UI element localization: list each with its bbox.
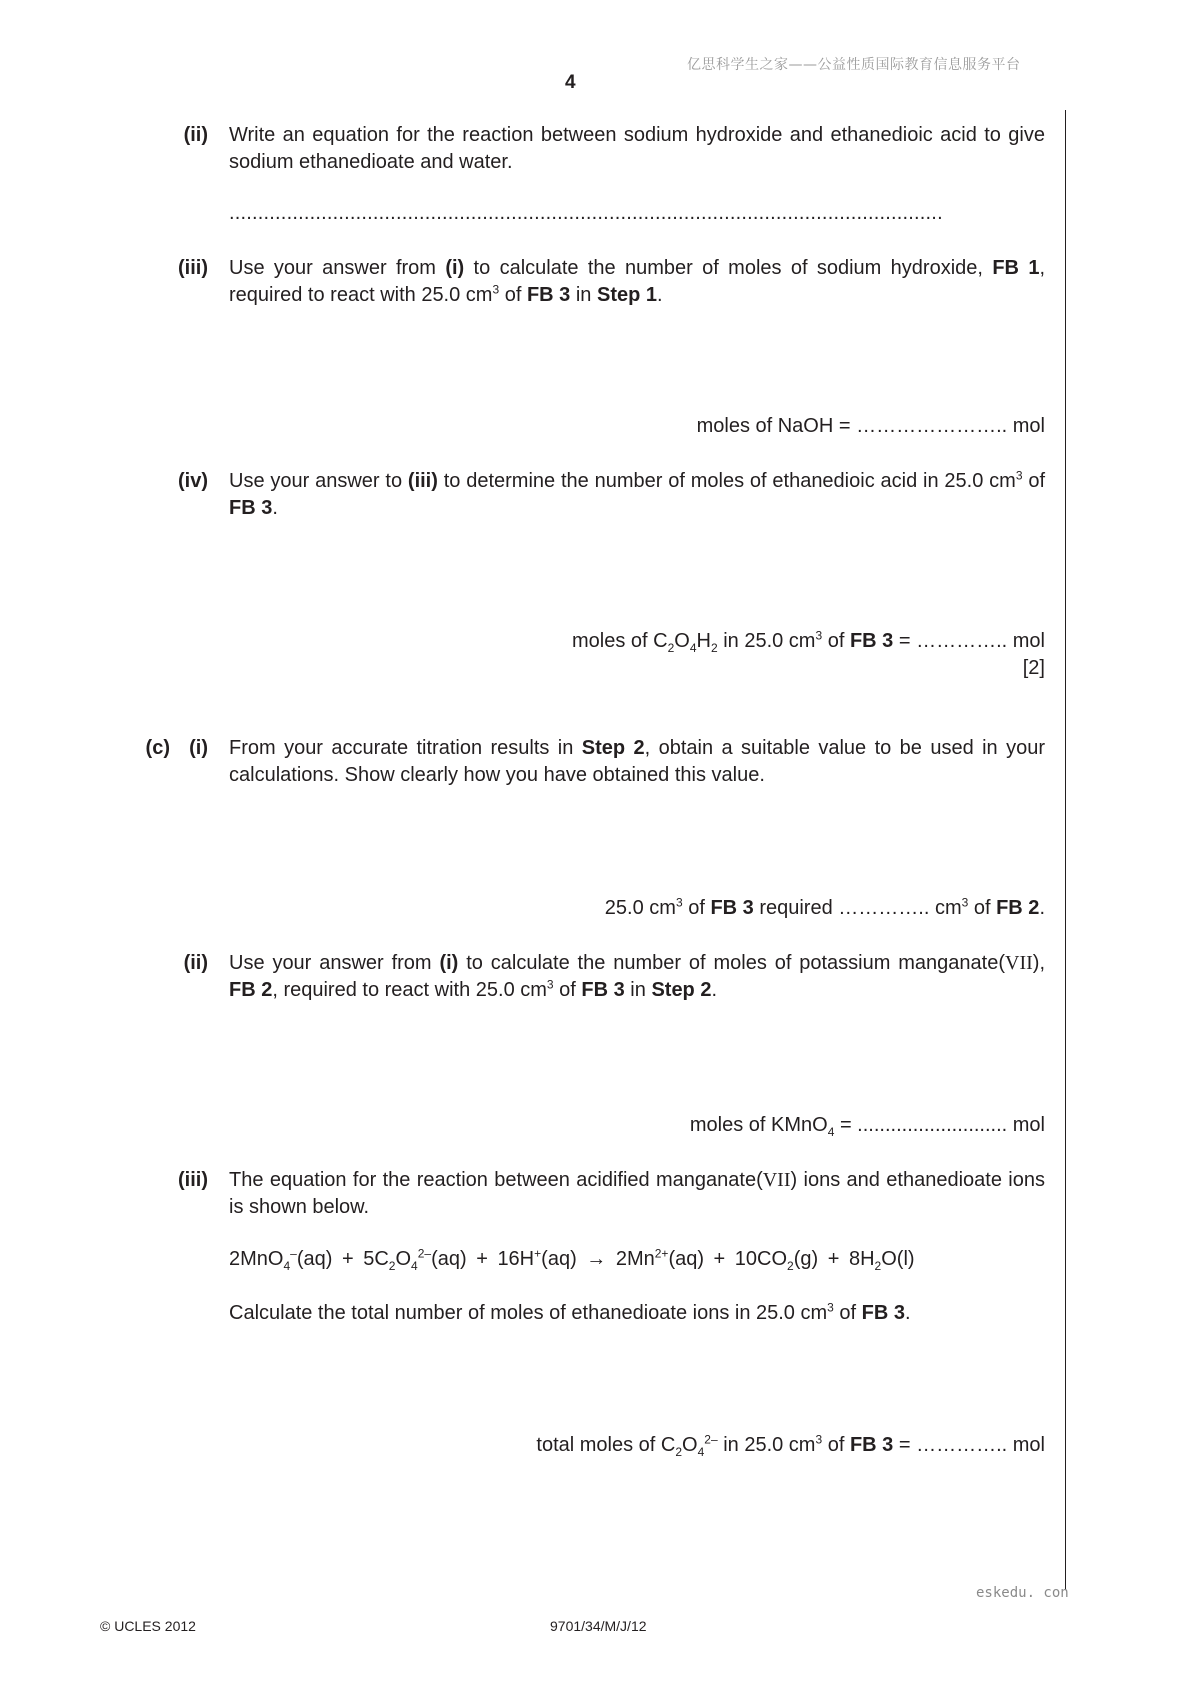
paper-code: 9701/34/M/J/12 <box>550 1618 647 1634</box>
marks-b: [2] <box>1022 657 1045 679</box>
answer-line-c-iii: total moles of $C_2O_4^{2-}$ in 25.0 $cm^3$ of FB 3 = ………….. mol <box>536 1432 1045 1459</box>
answer-line-b-ii: ............................................................................................................................ <box>229 202 943 224</box>
question-label-b-ii: (ii) <box>183 124 208 146</box>
question-label-b-iii: (iii) <box>178 257 208 279</box>
header-watermark: 亿思科学生之家——公益性质国际教育信息服务平台 <box>687 57 1021 73</box>
question-part-c: (c) <box>145 737 170 759</box>
margin-rule <box>1065 110 1066 1590</box>
question-label-c-iii: (iii) <box>178 1169 208 1191</box>
question-text-c-iii: The equation for the reaction between acidified manganate(VII) ions and ethanedioate ions is shown below. <box>229 1169 1045 1218</box>
question-text-c-ii: Use your answer from (i) to calculate the number of moles of potassium manganate(VII), FB 2, required to react with 25.0 $cm^3$ of FB 3 in Step 2. <box>229 952 1045 1001</box>
copyright: © UCLES 2012 <box>100 1618 196 1634</box>
footer-watermark: eskedu. con <box>976 1585 1069 1601</box>
question-text-b-iv: Use your answer to (iii) to determine the number of moles of ethanedioic acid in 25.0 $cm^3$ of FB 3. <box>229 468 1045 519</box>
answer-line-b-iv: moles of $C_2O_4H_2$ in 25.0 $cm^3$ of FB 3 = ………….. mol <box>571 628 1045 655</box>
question-text-b-iii: Use your answer from (i) to calculate the number of moles of sodium hydroxide, FB 1, required to react with 25.0 $cm^3$ of FB 3 in Step 1. <box>229 257 1045 306</box>
question-text-c-i: From your accurate titration results in Step 2, obtain a suitable value to be used in your calculations. Show clearly how you have obtained this value. <box>229 737 1045 786</box>
answer-line-c-i: 25.0 $cm^3$ of FB 3 required ………….. $cm^3$ of FB 2. <box>604 895 1045 919</box>
question-label-b-iv: (iv) <box>178 470 208 492</box>
question-text-b-ii: Write an equation for the reaction between sodium hydroxide and ethanedioic acid to give sodium ethanedioate and water. <box>229 124 1045 173</box>
question-label-c-i: (i) <box>189 737 208 759</box>
page-number: 4 <box>565 72 576 93</box>
reaction-equation: $2MnO_4^-(aq) + 5C_2O_4^{2-}(aq) + 16H^+(aq) \to 2Mn^{2+}(aq) + 10CO_2(g) + 8H_2O(l)$ <box>229 1246 915 1273</box>
question-text-c-iii-calc: Calculate the total number of moles of ethanedioate ions in 25.0 $cm^3$ of FB 3. <box>229 1300 911 1324</box>
answer-line-b-iii: moles of NaOH = ………………….. mol <box>696 415 1045 437</box>
question-label-c-ii: (ii) <box>183 952 208 974</box>
answer-line-c-ii: moles of KMnO$_4$ = ........................... mol <box>689 1114 1045 1139</box>
